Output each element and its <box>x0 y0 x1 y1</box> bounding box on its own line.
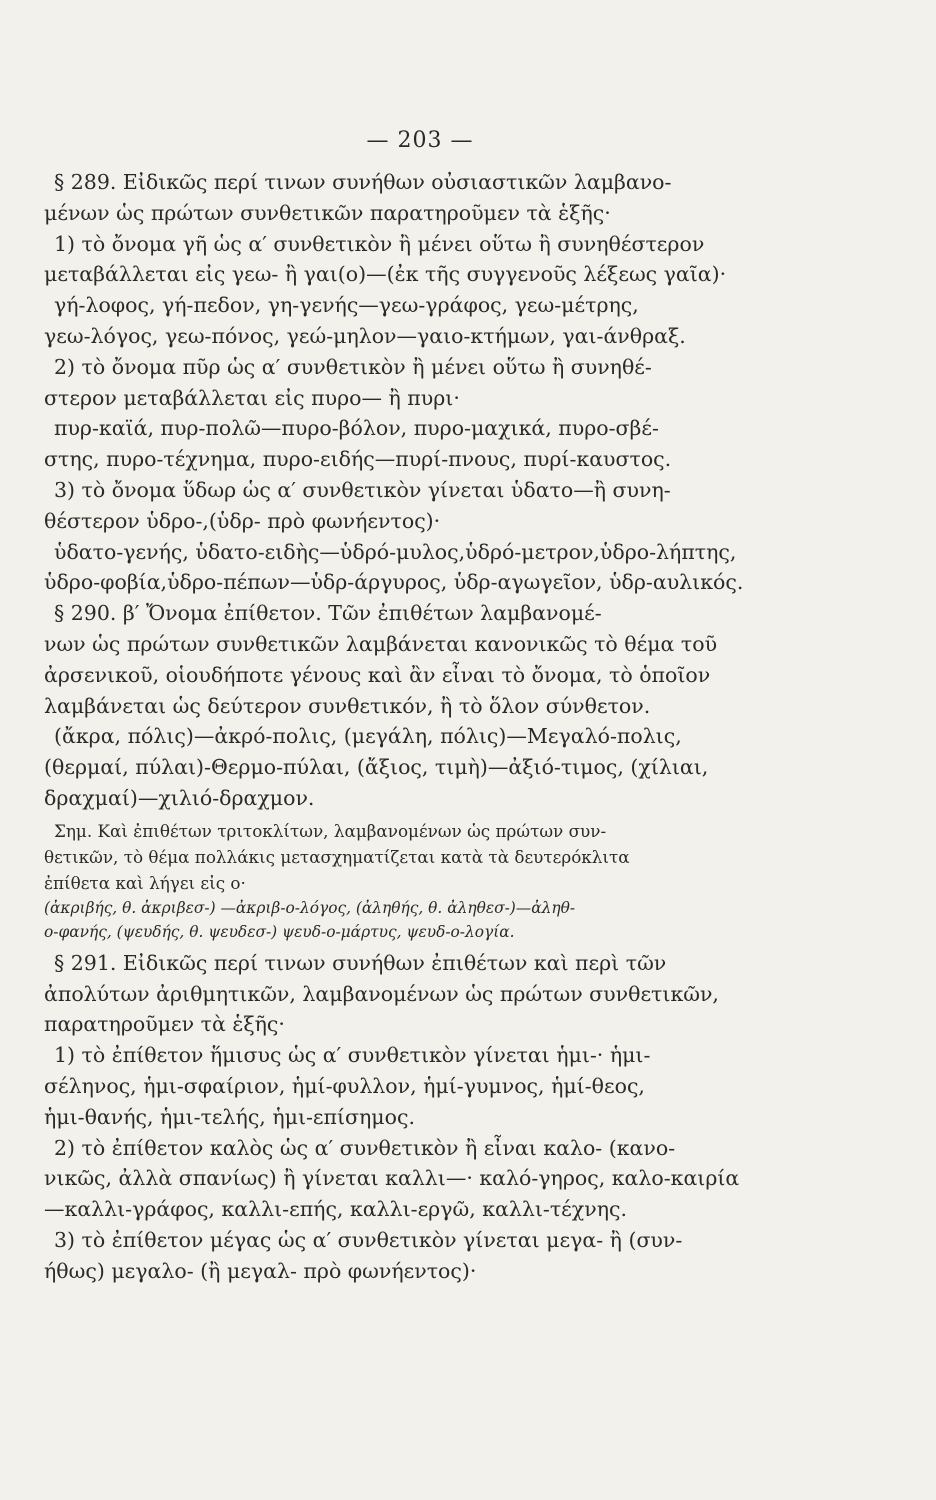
text-line: 2) τὸ ὄνομα πῦρ ὡς α′ συνθετικὸν ἢ μένει οὕτω ἢ συνηθέ- <box>54 354 652 379</box>
text-line: θέστερον ὑδρο-,(ὑδρ- πρὸ φωνήεντος)· <box>44 508 441 533</box>
note-example-line: (ἀκριβής, θ. ἀκριβεσ-) —ἀκριβ-ο-λόγος, (ἀληθής, θ. ἀληθεσ-)—ἀληθ- <box>44 898 576 917</box>
text-line: 1) τὸ ὄνομα γῆ ὡς α′ συνθετικὸν ἢ μένει οὕτω ἢ συνηθέστερον <box>54 231 705 256</box>
text-line: ἡμι-θανής, ἡμι-τελής, ἡμι-επίσημος. <box>44 1104 415 1129</box>
text-line: ὑδρο-φοβία,ὑδρο-πέπων—ὑδρ-άργυρος, ὑδρ-αγωγεῖον, ὑδρ-αυλικός. <box>44 570 744 595</box>
text-line: ήθως) μεγαλο- (ἢ μεγαλ- πρὸ φωνήεντος)· <box>44 1258 477 1283</box>
text-line: § 290. β′ Ὄνομα ἐπίθετον. Τῶν ἐπιθέτων λαμβανομέ- <box>54 601 602 626</box>
text-line: πυρ-καϊά, πυρ-πολῶ—πυρο-βόλον, πυρο-μαχικά, πυρο-σβέ- <box>54 416 659 441</box>
text-line: μεταβάλλεται εἰς γεω- ἢ γαι(ο)—(ἐκ τῆς συγγενοῦς λέξεως γαῖα)· <box>44 262 727 287</box>
text-line: σέληνος, ἡμι-σφαίριον, ἡμί-φυλλον, ἡμί-γυμνος, ἡμί-θεος, <box>44 1073 645 1098</box>
note-line: Σημ. Καὶ ἐπιθέτων τριτοκλίτων, λαμβανομένων ὡς πρώτων συν- <box>54 820 607 841</box>
text-line: § 289. Εἰδικῶς περί τινων συνήθων οὐσιαστικῶν λαμβανο- <box>54 170 672 194</box>
note-block <box>44 818 796 944</box>
note-example-line: ο-φανής, (ψευδής, θ. ψευδεσ-) ψευδ-ο-μάρτυς, ψευδ-ο-λογία. <box>44 922 515 941</box>
text-line: παρατηροῦμεν τὰ ἑξῆς· <box>44 1012 285 1037</box>
text-line: (ἄκρα, πόλις)—ἀκρό-πολις, (μεγάλη, πόλις)—Μεγαλό-πολις, <box>54 724 682 749</box>
text-line: ὑδατο-γενής, ὑδατο-ειδὴς—ὑδρό-μυλος,ὑδρό-μετρον,ὑδρο-λήπτης, <box>54 539 737 564</box>
text-line: 3) τὸ ἐπίθετον μέγας ὡς α′ συνθετικὸν γίνεται μεγα- ἢ (συν- <box>54 1227 683 1252</box>
text-line: στης, πυρο-τέχνημα, πυρο-ειδής—πυρί-πνους, πυρί-καυστος. <box>44 447 672 472</box>
note-line: ἐπίθετα καὶ λήγει εἰς ο· <box>44 872 246 893</box>
note-line: θετικῶν, τὸ θέμα πολλάκις μετασχηματίζεται κατὰ τὰ δευτερόκλιτα <box>44 846 630 867</box>
text-line: μένων ὡς πρώτων συνθετικῶν παρατηροῦμεν τὰ ἑξῆς· <box>44 200 611 225</box>
text-line: δραχμαί)—χιλιό-δραχμον. <box>44 785 315 810</box>
text-line: γή-λοφος, γή-πεδον, γη-γενής—γεω-γράφος, γεω-μέτρης, <box>54 293 639 318</box>
text-line: —καλλι-γράφος, καλλι-επής, καλλι-εργῶ, καλλι-τέχνης. <box>44 1197 627 1222</box>
page-number: — 203 — <box>366 128 474 153</box>
text-line: νων ὡς πρώτων συνθετικῶν λαμβάνεται κανονικῶς τὸ θέμα τοῦ <box>44 631 718 656</box>
text-line: ἀπολύτων ἀριθμητικῶν, λαμβανομένων ὡς πρώτων συνθετικῶν, <box>44 981 719 1006</box>
text-line: (θερμαί, πύλαι)-Θερμο-πύλαι, (ἄξιος, τιμὴ)—ἀξιό-τιμος, (χίλιαι, <box>44 755 709 780</box>
text-line: γεω-λόγος, γεω-πόνος, γεώ-μηλον—γαιο-κτήμων, γαι-άνθραξ. <box>44 323 686 348</box>
main-text-continued <box>44 948 796 1287</box>
text-line: 1) τὸ ἐπίθετον ἥμισυς ὡς α′ συνθετικὸν γίνεται ἡμι-· ἡμι- <box>54 1043 651 1068</box>
text-line: 2) τὸ ἐπίθετον καλὸς ὡς α′ συνθετικὸν ἢ εἶναι καλο- (κανο- <box>54 1135 676 1160</box>
text-line: § 291. Εἰδικῶς περί τινων συνήθων ἐπιθέτων καὶ περὶ τῶν <box>54 950 667 975</box>
text-line: 3) τὸ ὄνομα ὕδωρ ὡς α′ συνθετικὸν γίνεται ὑδατο—ἢ συνη- <box>54 477 671 502</box>
text-line: στερον μεταβάλλεται εἰς πυρο— ἢ πυρι· <box>44 385 460 410</box>
text-line: ἀρσενικοῦ, οἱουδήποτε γένους καὶ ἂν εἶναι τὸ ὄνομα, τὸ ὁποῖον <box>44 662 711 687</box>
text-line: λαμβάνεται ὡς δεύτερον συνθετικόν, ἢ τὸ ὅλον σύνθετον. <box>44 693 651 718</box>
main-text <box>44 167 796 814</box>
text-line: νικῶς, ἀλλὰ σπανίως) ἢ γίνεται καλλι—· καλό-γηρος, καλο-καιρία <box>44 1166 740 1191</box>
